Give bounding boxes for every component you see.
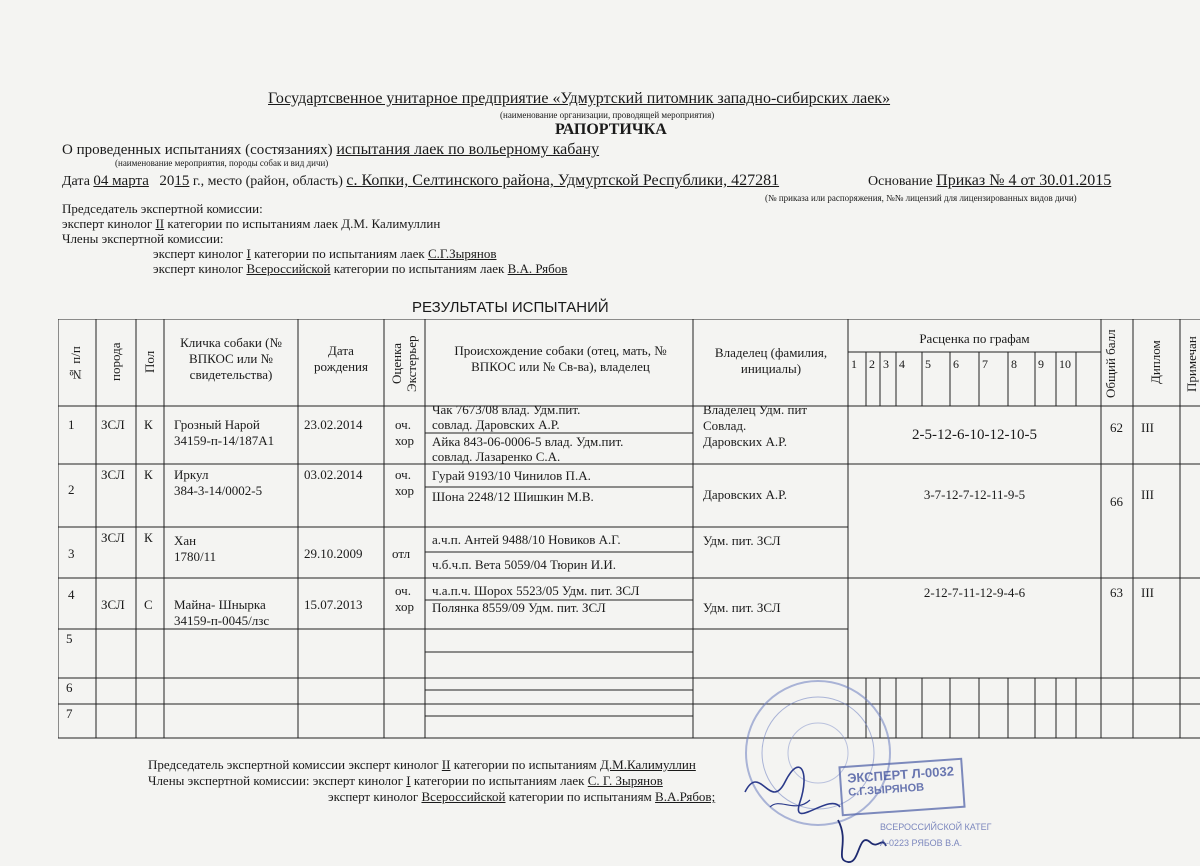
row2-number: 2 — [68, 482, 75, 497]
commission-member-2 — [153, 261, 567, 277]
results-title: РЕЗУЛЬТАТЫ ИСПЫТАНИЙ — [412, 299, 609, 316]
member2-category: Всероссийской — [246, 261, 331, 276]
footer-member2-name: В.А.Рябов; — [655, 789, 716, 804]
score-col-header: 2 — [869, 357, 875, 371]
member2-name: В.А. Рябов — [507, 261, 568, 276]
row3-mother: ч.б.ч.п. Вета 5059/04 Тюрин И.И. — [432, 557, 617, 572]
row1-scores: 2-5-12-6-10-12-10-5 — [912, 427, 1037, 443]
score-col-header: 8 — [1011, 357, 1017, 371]
row2-breed: ЗСЛ — [101, 467, 125, 482]
footer-member2-desc: категории по испытаниям — [505, 789, 652, 804]
row1-reg: 34159-п-14/187А1 — [174, 433, 275, 448]
member1-name: С.Г.Зырянов — [427, 246, 497, 261]
header-scores: Расценка по графам — [919, 331, 1030, 346]
row2-name: Иркул — [174, 467, 209, 482]
row3-exterior: отл — [392, 546, 411, 561]
row3-father: а.ч.п. Антей 9488/10 Новиков А.Г. — [432, 532, 621, 547]
row2-reg: 384-3-14/0002-5 — [174, 483, 263, 498]
footer-member2-category: Всероссийской — [421, 789, 506, 804]
member2-desc: категории по испытаниям лаек — [333, 261, 505, 276]
basis-value: Приказ № 4 от 30.01.2015 — [936, 172, 1112, 189]
row4-dob: 15.07.2013 — [304, 597, 363, 612]
row2-dob: 03.02.2014 — [304, 467, 363, 482]
expert-stamp-number: ЭКСПЕРТ Л-0032 — [846, 763, 955, 786]
row2-diploma: III — [1141, 487, 1154, 502]
footer-members-role: Члены экспертной комиссии: эксперт кинолог — [148, 773, 404, 788]
row1-breed: ЗСЛ — [101, 417, 125, 432]
date-place-line — [62, 172, 779, 190]
ryabov-stamp — [880, 822, 1010, 862]
organization-caption: (наименование организации, проводящей мероприятия) — [500, 110, 715, 120]
row5-number: 5 — [66, 631, 73, 646]
row4-mother: Полянка 8559/09 Удм. пит. ЗСЛ — [432, 600, 606, 615]
commission-chair — [62, 216, 440, 232]
row1-father: Чак 7673/08 влад. Удм.пит. — [432, 402, 581, 417]
row1-total: 62 — [1110, 420, 1123, 435]
footer-member-1 — [148, 773, 663, 789]
ryabov-stamp-line-2: А-0223 РЯБОВ В.А. — [880, 838, 963, 848]
row4-diploma: III — [1141, 585, 1154, 600]
basis-caption: (№ приказа или распоряжения, №№ лицензий для лицензированных видов дичи) — [765, 193, 1077, 203]
row3-owner: Удм. пит. ЗСЛ — [703, 533, 781, 548]
footer-chair-role: Председатель экспертной комиссии эксперт кинолог — [148, 757, 439, 772]
row1-exterior-1: оч. — [395, 417, 411, 432]
score-col-header: 10 — [1059, 357, 1071, 371]
row1-mother: Айка 843-06-0006-5 влад. Удм.пит. — [432, 434, 624, 449]
date-value: 04 марта — [93, 173, 149, 189]
header-note: Примечан — [1184, 336, 1199, 392]
expert-stamp — [838, 758, 965, 817]
row1-exterior-2: хор — [395, 433, 415, 448]
row2-father: Гурай 9193/10 Чинилов П.А. — [432, 468, 591, 483]
row4-sex: С — [144, 597, 153, 612]
row2-scores: 3-7-12-7-12-11-9-5 — [923, 487, 1026, 502]
score-col-header: 3 — [883, 357, 889, 371]
footer-member1-category: I — [406, 773, 411, 788]
ryabov-stamp-line-1: ВСЕРОССИЙСКОЙ КАТЕГ — [880, 822, 992, 832]
event-caption: (наименование мероприятия, породы собак и вид дичи) — [115, 158, 329, 168]
row4-owner: Удм. пит. ЗСЛ — [703, 600, 781, 615]
row4-total: 63 — [1110, 585, 1123, 600]
organization-name: Государтсвенное унитарное предприятие «Удмуртский питомник западно-сибирских лаек» — [268, 90, 891, 107]
place-value: с. Копки, Селтинского района, Удмуртской Республики, 427281 — [346, 172, 780, 189]
date-label: Дата — [62, 174, 90, 189]
event-label — [62, 141, 599, 159]
score-col-header: 5 — [925, 357, 931, 371]
row7-number: 7 — [66, 706, 73, 721]
row4-scores: 2-12-7-11-12-9-4-6 — [923, 585, 1026, 600]
chair-category: II — [155, 216, 165, 231]
year-value: 15 — [174, 173, 190, 189]
commission-members-label: Члены экспертной комиссии: — [62, 231, 224, 246]
header-dob: Дата рождения — [314, 343, 368, 374]
basis-label: Основание — [868, 174, 933, 189]
row1-diploma: III — [1141, 420, 1154, 435]
score-col-header: 7 — [982, 357, 988, 371]
score-col-header: 1 — [851, 357, 857, 371]
chair-name: категории по испытаниям лаек Д.М. Калимуллин — [167, 216, 441, 231]
row3-name: Хан — [174, 533, 197, 548]
row2-mother: Шона 2248/12 Шишкин М.В. — [432, 489, 594, 504]
row2-exterior-1: оч. — [395, 467, 411, 482]
header-number: № п/п — [68, 346, 83, 382]
footer-chair — [148, 757, 696, 773]
header-dog-name: Кличка собаки (№ ВПКОС или № свидетельства) — [180, 335, 282, 382]
member1-role: эксперт кинолог — [153, 246, 244, 261]
row1-owner-2: Совлад. — [703, 418, 747, 433]
member2-role: эксперт кинолог — [153, 261, 244, 276]
footer-member-2 — [328, 789, 715, 805]
footer-member1-name: С. Г. Зырянов — [587, 773, 663, 788]
place-label: г., место (район, область) — [192, 174, 343, 189]
results-table — [58, 319, 1200, 739]
footer-chair-name: Д.М.Калимуллин — [600, 757, 696, 772]
row2-owner: Даровских А.Р. — [703, 487, 787, 502]
footer-chair-category: II — [441, 757, 451, 772]
document-title: РАПОРТИЧКА — [555, 121, 667, 138]
chair-role: эксперт кинолог — [62, 216, 153, 231]
score-col-header: 6 — [953, 357, 959, 371]
row4-name: Майна- Шнырка — [174, 597, 266, 612]
row4-reg: 34159-п-0045/лзс — [174, 613, 270, 628]
header-diploma: Диплом — [1148, 340, 1163, 384]
row1-sex: К — [144, 417, 153, 432]
header-owner: Владелец (фамилия, инициалы) — [714, 345, 828, 376]
row3-number: 3 — [68, 546, 75, 561]
row4-number: 4 — [68, 587, 75, 602]
footer-chair-desc: категории по испытаниям — [450, 757, 597, 772]
row3-breed: ЗСЛ — [101, 530, 125, 545]
row2-exterior-2: хор — [395, 483, 415, 498]
footer-member1-desc: категории по испытаниям лаек — [410, 773, 588, 788]
row4-father: ч.а.п.ч. Шорох 5523/05 Удм. пит. ЗСЛ — [432, 583, 640, 598]
row1-number: 1 — [68, 417, 75, 432]
commission-member-1 — [153, 246, 496, 262]
row1-name: Грозный Нарой — [174, 417, 260, 432]
member1-category: I — [246, 246, 251, 261]
footer-member2-role: эксперт кинолог — [328, 789, 422, 804]
row6-number: 6 — [66, 680, 73, 695]
score-col-header: 9 — [1038, 357, 1044, 371]
row2-total: 66 — [1110, 494, 1123, 509]
row1-dob: 23.02.2014 — [304, 417, 363, 432]
header-origin: Происхождение собаки (отец, мать, № ВПКОС или № Св-ва), владелец — [454, 343, 667, 374]
score-col-header: 4 — [899, 357, 905, 371]
header-breed: порода — [108, 342, 123, 382]
row1-owner-1: Владелец Удм. пит — [703, 402, 808, 417]
event-prefix: О проведенных испытаниях (состязаниях) — [62, 142, 333, 158]
row2-sex: К — [144, 467, 153, 482]
row4-exterior-2: хор — [395, 599, 415, 614]
header-sex: Пол — [142, 350, 157, 374]
row1-father-co: совлад. Даровских А.Р. — [432, 417, 560, 432]
header-total: Общий балл — [1103, 329, 1118, 399]
member1-desc: категории по испытаниям лаек — [254, 246, 425, 261]
row3-reg: 1780/11 — [174, 549, 217, 564]
row4-breed: ЗСЛ — [101, 597, 125, 612]
row3-dob: 29.10.2009 — [304, 546, 363, 561]
row4-exterior-1: оч. — [395, 583, 411, 598]
expert-stamp-name: С.Г.ЗЫРЯНОВ — [847, 781, 925, 799]
row1-owner-3: Даровских А.Р. — [703, 434, 787, 449]
year-prefix: 20 — [159, 173, 175, 189]
row1-mother-co: совлад. Лазаренко С.А. — [432, 449, 561, 464]
header-exterior: Оценка Экстерьер — [389, 335, 419, 393]
basis-line — [868, 172, 1111, 190]
event-value: испытания лаек по вольерному кабану — [336, 141, 600, 158]
commission-chair-label: Председатель экспертной комиссии: — [62, 201, 263, 216]
row3-sex: К — [144, 530, 153, 545]
